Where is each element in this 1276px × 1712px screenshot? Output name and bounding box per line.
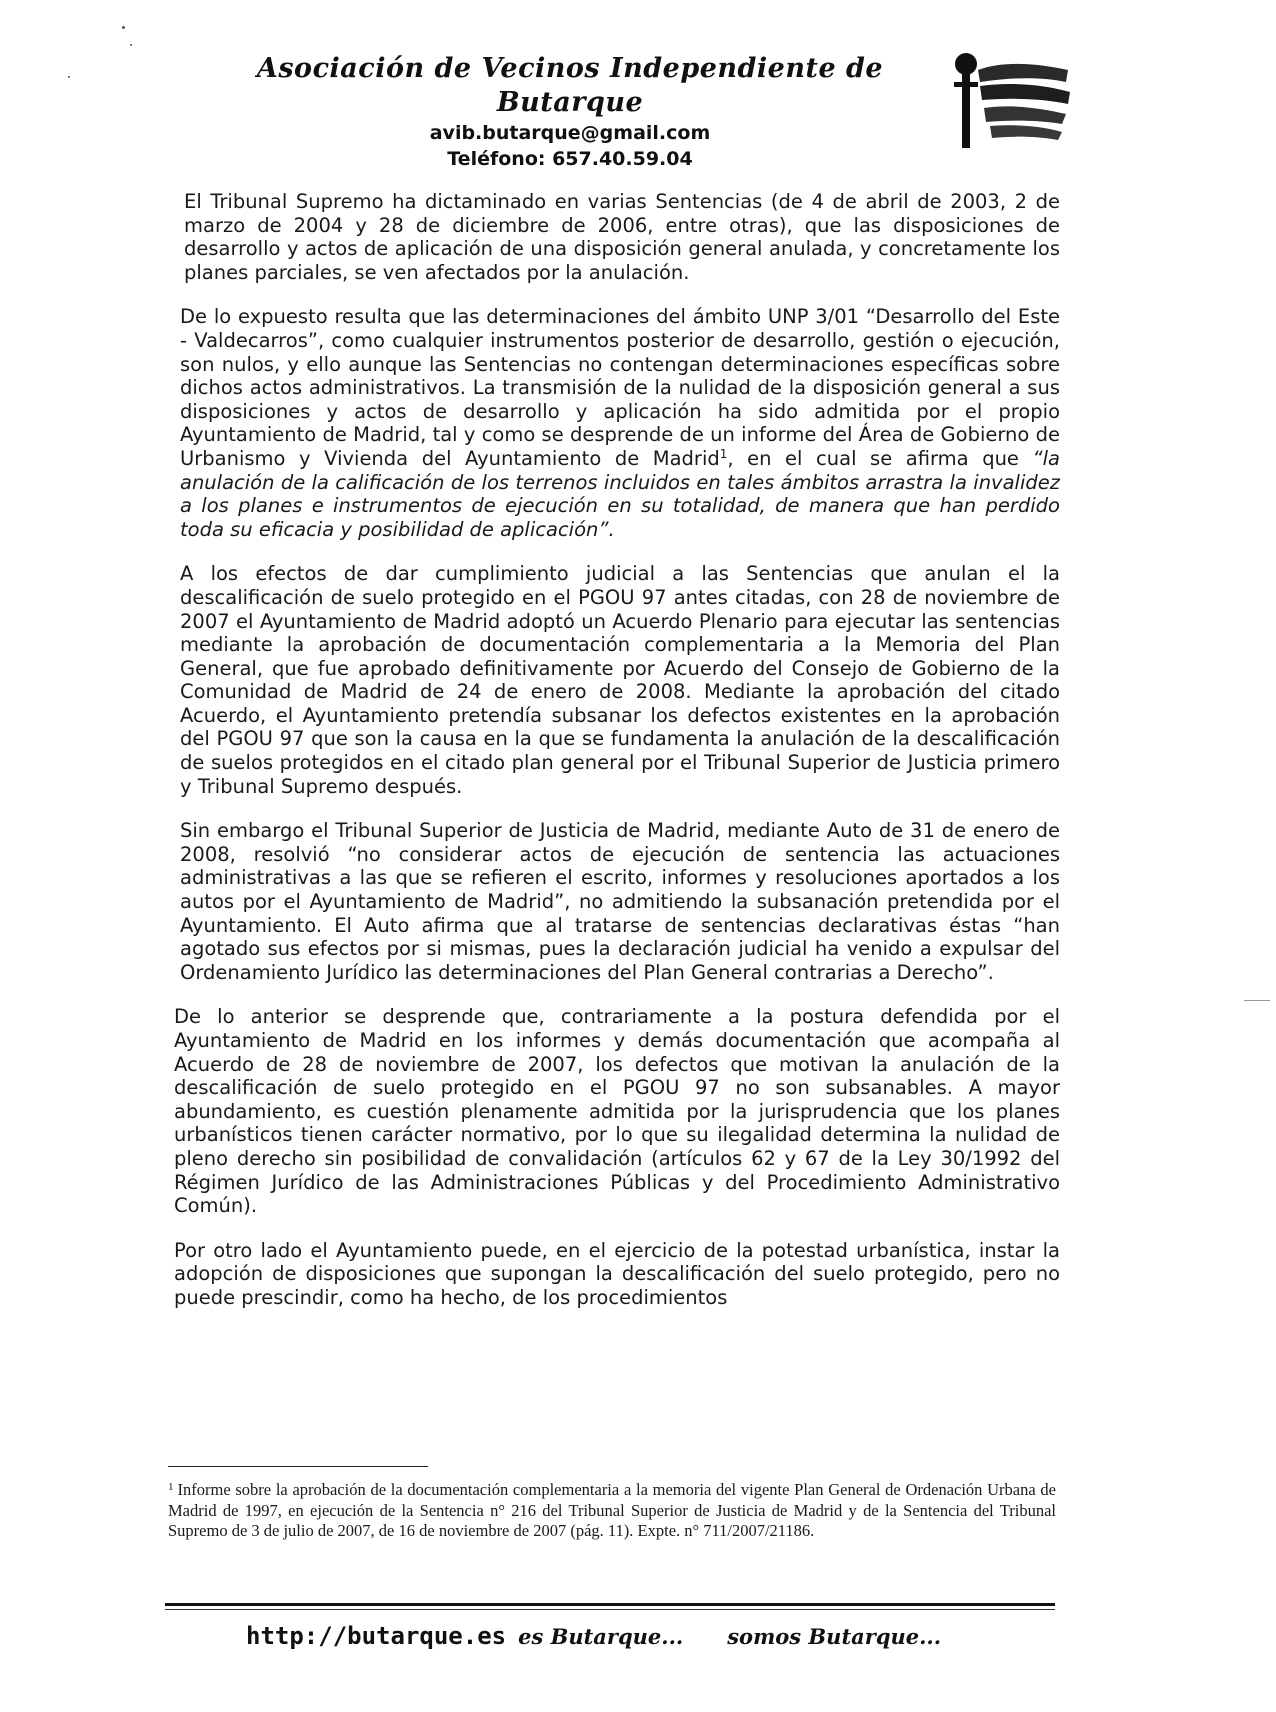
footnote [168,1480,1056,1542]
association-logo-icon [950,52,1072,148]
footer-rule [165,1603,1055,1606]
paragraph-6: Por otro lado el Ayuntamiento puede, en el ejercicio de la potestad urbanística, instar la adopción de disposiciones que supongan la descalificación del suelo protegido, pero no puede prescindir, como ha hecho, de los procedimientos [174,1238,1060,1309]
paragraph-5: De lo anterior se desprende que, contrariamente a la postura defendida por el Ayuntamiento de Madrid en los informes y demás documentación que acompaña al Acuerdo de 28 de noviembre de 2007, los defectos que motivan la anulación de la descalificación de suelo protegido en el PGOU 97 no son subsanables. A mayor abundamiento, es cuestión plenamente admitida por la jurisprudencia que los planes urbanísticos tienen carácter normativo, por lo que su ilegalidad determina la nulidad de pleno derecho sin posibilidad de convalidación (artículos 62 y 67 de la Ley 30/1992 del Régimen Jurídico de las Administraciones Públicas y del Procedimiento Administrativo Común). [174,1005,1060,1218]
contact-email: avib.butarque@gmail.com [429,122,711,144]
document-body [174,190,1060,1331]
logo-graphic [950,52,1072,148]
footnote-reference: 1 [719,446,728,461]
paragraph-2-quote: “la anulación de la calificación de los terrenos incluidos en tales ámbitos arrastra la invalidez a los planes e instrumentos de ejecución en su totalidad, de manera que han perdido toda su eficacia y posibilidad de aplicación”. [180,446,1060,541]
association-name: Asociación de Vecinos Independiente de Butarque [256,53,884,118]
scan-speck [68,76,70,78]
footer-slogan-2: somos Butarque... [727,1624,942,1649]
letterhead [190,52,950,172]
footer-slogan-1: es Butarque... [518,1624,684,1649]
paragraph-1: El Tribunal Supremo ha dictaminado en varias Sentencias (de 4 de abril de 2003, 2 de marzo de 2004 y 28 de diciembre de 2006, entre otras), que las disposiciones de desarrollo y actos de aplicación de una disposición general anulada, y concretamente los planes parciales, se ven afectados por la anulación. [184,190,1060,284]
footer-rule-thin [165,1609,1055,1610]
page-footer [246,1622,1006,1650]
footer-website-link[interactable]: http://butarque.es [246,1622,507,1650]
scan-speck [122,26,125,29]
footnote-separator [168,1466,428,1467]
paragraph-3: A los efectos de dar cumplimiento judicial a las Sentencias que anulan el la descalificación de suelo protegido en el PGOU 97 antes citadas, con 28 de noviembre de 2007 el Ayuntamiento de Madrid adoptó un Acuerdo Plenario para ejecutar las sentencias mediante la aprobación de documentación complementaria a la Memoria del Plan General, que fue aprobado definitivamente por Acuerdo del Consejo de Gobierno de la Comunidad de Madrid de 24 de enero de 2008. Mediante la aprobación del citado Acuerdo, el Ayuntamiento pretendía subsanar los defectos existentes en la aprobación del PGOU 97 que son la causa en la que se fundamenta la anulación de la descalificación de suelos protegidos en el citado plan general por el Tribunal Superior de Justicia primero y Tribunal Supremo después. [180,562,1060,798]
paragraph-2-text-cont: , en el cual se afirma que [727,446,1033,470]
paragraph-4: Sin embargo el Tribunal Superior de Justicia de Madrid, mediante Auto de 31 de enero de 2008, resolvió “no considerar actos de ejecución de sentencia las actuaciones administrativas a las que se refieren el escrito, informes y resoluciones aportados a los autos por el Ayuntamiento de Madrid”, no admitiendo la subsanación pretendida por el Ayuntamiento. El Auto afirma que al tratarse de sentencias declarativas éstas “han agotado sus efectos por si mismas, pues la declaración judicial ha venido a expulsar del Ordenamiento Jurídico las determinaciones del Plan General contrarias a Derecho”. [180,819,1060,984]
footnote-text: Informe sobre la aprobación de la documentación complementaria a la memoria del vigente Plan General de Ordenación Urbana de Madrid de 1997, en ejecución de la Sentencia n° 216 del Tribunal Superior de Justicia de Madrid y de la Sentencia del Tribunal Supremo de 3 de julio de 2007, de 16 de noviembre de 2007 (pág. 11). Expte. n° 711/2007/21186. [168,1480,1056,1540]
footnote-number: 1 [168,1481,174,1493]
contact-phone: Teléfono: 657.40.59.04 [447,148,693,170]
paragraph-2-text: De lo expuesto resulta que las determinaciones del ámbito UNP 3/01 “Desarrollo del Este - Valdecarros”, como cualquier instrumentos posterior de desarrollo, gestión o ejecución, son nulos, y ello aunque las Sentencias no contengan determinaciones específicas sobre dichos actos administrativos. La transmisión de la nulidad de la disposición general a sus disposiciones y actos de desarrollo y aplicación ha sido admitida por el propio Ayuntamiento de Madrid, tal y como se desprende de un informe del Área de Gobierno de Urbanismo y Vivienda del Ayuntamiento de Madrid [180,305,1060,470]
paragraph-2 [180,305,1060,541]
scan-speck [130,44,132,46]
scan-speck [1244,1000,1270,1001]
